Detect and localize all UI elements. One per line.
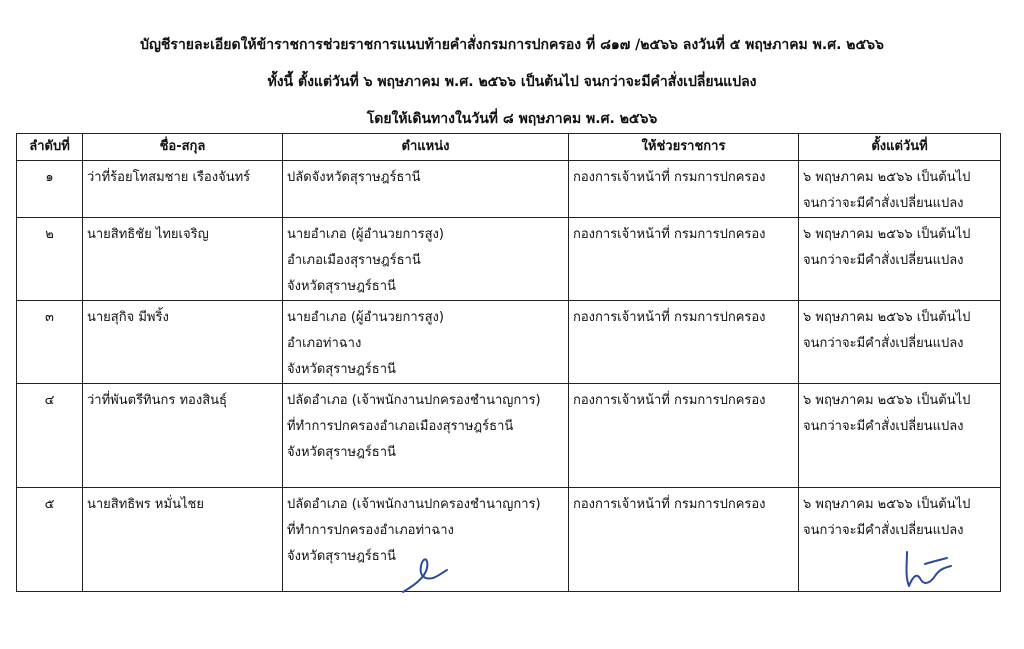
since-line: จนกว่าจะมีคำสั่งเปลี่ยนแปลง <box>803 196 964 211</box>
since-line: ๖ พฤษภาคม ๒๕๖๖ เป็นต้นไป <box>803 170 971 185</box>
since-line: จนกว่าจะมีคำสั่งเปลี่ยนแปลง <box>803 336 964 351</box>
column-header-since: ตั้งแต่วันที่ <box>799 134 1001 161</box>
row-number: ๓ <box>17 301 83 384</box>
effective-date-line: ทั้งนี้ ตั้งแต่วันที่ ๖ พฤษภาคม พ.ศ. ๒๕๖๖ เป็นต้นไป จนกว่าจะมีคำสั่งเปลี่ยนแปลง <box>267 74 757 90</box>
row-name: ว่าที่ร้อยโทสมชาย เรืองจันทร์ <box>83 161 283 218</box>
column-header-no: ลำดับที่ <box>17 134 83 161</box>
row-name: ว่าที่พันตรีทินกร ทองสินธุ์ <box>83 384 283 488</box>
position-line: ที่ทำการปกครองอำเภอท่าฉาง <box>287 523 454 538</box>
signature-stroke <box>403 559 447 592</box>
table-row <box>17 218 1001 301</box>
table-row <box>17 161 1001 218</box>
position-line: จังหวัดสุราษฎร์ธานี <box>287 445 396 460</box>
table-header-row <box>17 134 1001 161</box>
table-row <box>17 488 1001 592</box>
row-number: ๕ <box>17 488 83 592</box>
table-row <box>17 301 1001 384</box>
row-number: ๑ <box>17 161 83 218</box>
row-assigned: กองการเจ้าหน้าที่ กรมการปกครอง <box>569 301 799 384</box>
signature-stroke <box>907 552 952 586</box>
row-number: ๔ <box>17 384 83 488</box>
row-number: ๒ <box>17 218 83 301</box>
row-position <box>283 161 569 218</box>
position-line: นายอำเภอ (ผู้อำนวยการสูง) <box>287 310 444 325</box>
position-line: จังหวัดสุราษฎร์ธานี <box>287 279 396 294</box>
since-line: จนกว่าจะมีคำสั่งเปลี่ยนแปลง <box>803 419 964 434</box>
column-header-assigned: ให้ช่วยราชการ <box>569 134 799 161</box>
signature-initial-left <box>395 548 455 598</box>
row-assigned: กองการเจ้าหน้าที่ กรมการปกครอง <box>569 384 799 488</box>
row-assigned: กองการเจ้าหน้าที่ กรมการปกครอง <box>569 488 799 592</box>
table-row <box>17 384 1001 488</box>
row-position <box>283 218 569 301</box>
position-line: อำเภอท่าฉาง <box>287 336 362 351</box>
row-since <box>799 301 1001 384</box>
since-line: จนกว่าจะมีคำสั่งเปลี่ยนแปลง <box>803 523 964 538</box>
since-line: จนกว่าจะมีคำสั่งเปลี่ยนแปลง <box>803 253 964 268</box>
row-name: นายสิทธิพร หมั่นไชย <box>83 488 283 592</box>
since-line: ๖ พฤษภาคม ๒๕๖๖ เป็นต้นไป <box>803 227 971 242</box>
position-line: จังหวัดสุราษฎร์ธานี <box>287 362 396 377</box>
row-since <box>799 384 1001 488</box>
row-position <box>283 384 569 488</box>
position-line: ปลัดจังหวัดสุราษฎร์ธานี <box>287 170 421 185</box>
position-line: จังหวัดสุราษฎร์ธานี <box>287 549 396 564</box>
signature-initial-right <box>895 546 955 591</box>
position-line: นายอำเภอ (ผู้อำนวยการสูง) <box>287 227 444 242</box>
since-line: ๖ พฤษภาคม ๒๕๖๖ เป็นต้นไป <box>803 393 971 408</box>
assignment-table <box>16 133 1001 592</box>
row-name: นายสิทธิชัย ไทยเจริญ <box>83 218 283 301</box>
document-title: บัญชีรายละเอียดให้ข้าราชการช่วยราชการแนบท้ายคำสั่งกรมการปกครอง ที่ ๘๑๗ /๒๕๖๖ ลงวันที่ ๕ พฤษภาคม พ.ศ. ๒๕๖๖ <box>140 37 884 53</box>
position-line: ปลัดอำเภอ (เจ้าพนักงานปกครองชำนาญการ) <box>287 393 541 408</box>
since-line: ๖ พฤษภาคม ๒๕๖๖ เป็นต้นไป <box>803 310 971 325</box>
position-line: ที่ทำการปกครองอำเภอเมืองสุราษฎร์ธานี <box>287 419 514 434</box>
row-assigned: กองการเจ้าหน้าที่ กรมการปกครอง <box>569 218 799 301</box>
column-header-position: ตำแหน่ง <box>283 134 569 161</box>
row-position <box>283 301 569 384</box>
row-since <box>799 218 1001 301</box>
row-name: นายสุกิจ มีพริ้ง <box>83 301 283 384</box>
since-line: ๖ พฤษภาคม ๒๕๖๖ เป็นต้นไป <box>803 497 971 512</box>
travel-date-line: โดยให้เดินทางในวันที่ ๘ พฤษภาคม พ.ศ. ๒๕๖๖ <box>366 111 658 127</box>
position-line: อำเภอเมืองสุราษฎร์ธานี <box>287 253 421 268</box>
position-line: ปลัดอำเภอ (เจ้าพนักงานปกครองชำนาญการ) <box>287 497 541 512</box>
row-assigned: กองการเจ้าหน้าที่ กรมการปกครอง <box>569 161 799 218</box>
row-since <box>799 161 1001 218</box>
column-header-name: ชื่อ-สกุล <box>83 134 283 161</box>
